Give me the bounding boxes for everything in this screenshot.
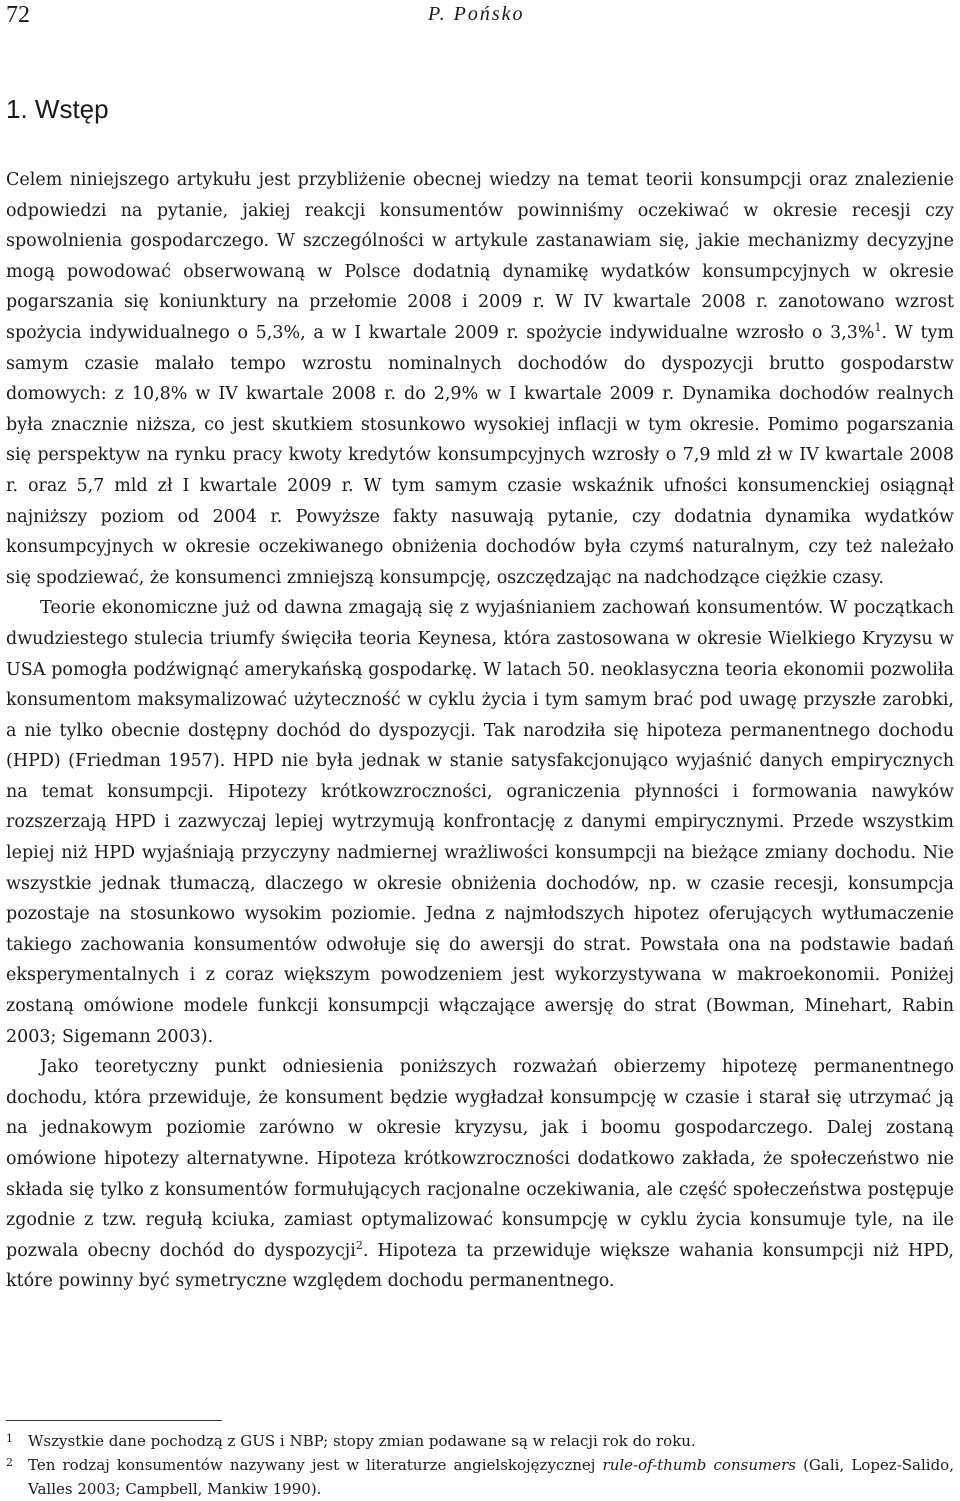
- footnote-2: [6, 1453, 954, 1501]
- page-number: 72: [6, 2, 30, 28]
- paragraph-text: . Hipoteza ta przewiduje większe wahania konsumpcji niż HPD, które powinny być symetryczne względem dochodu permanentnego.: [6, 1240, 954, 1292]
- paragraph-text: . W tym samym czasie malało tempo wzrostu nominalnych dochodów do dyspozycji brutto gospodarstw domowych: z 10,8% w IV kwartale 2008 r. do 2,9% w I kwartale 2009 r. Dynamika dochodów realnych była znacznie niższa, co jest skutkiem stosunkowo wysokiej inflacji w tym okresie. Pomimo pogarszania się perspektyw na rynku pracy kwoty kredytów konsumpcyjnych wzrosły o 7,9 mld zł w IV kwartale 2008 r. oraz 5,7 mld zł I kwartale 2009 r. W tym samym czasie wskaźnik ufności konsumenckiej osiągnął najniższy poziom od 2004 r. Powyższe fakty nasuwają pytanie, czy dodatnia dynamika wydatków konsumpcyjnych w okresie oczekiwanego obniżenia dochodów była czymś naturalnym, czy też należało się spodziewać, że konsumenci zmniejszą konsumpcję, oszczędzając na nadchodzące ciężkie czasy.: [6, 322, 954, 588]
- paragraph-2: [6, 593, 954, 1052]
- footnote-text: Wszystkie dane pochodzą z GUS i NBP; stopy zmian podawane są w relacji rok do roku.: [28, 1432, 696, 1450]
- paragraph-text: Teorie ekonomiczne już od dawna zmagają się z wyjaśnianiem zachowań konsumentów. W początkach dwudziestego stulecia triumfy święciła teoria Keynesa, która zastosowana w okresie Wielkiego Kryzysu w USA pomogła podźwignąć amerykańską gospodarkę. W latach 50. neoklasyczna teoria ekonomii pozwoliła konsumentom maksymalizować użyteczność w cyklu życia i tym samym brać pod uwagę przyszłe zarobki, a nie tylko obecnie dostępny dochód do dyspozycji. Tak narodziła się hipoteza permanentnego dochodu (HPD) (Friedman 1957). HPD nie była jednak w stanie satysfakcjonująco wyjaśnić danych empirycznych na temat konsumpcji. Hipotezy krótkowzroczności, ograniczenia płynności i formowania nawyków rozszerzają HPD i zazwyczaj lepiej wytrzymują konfrontację z danymi empirycznymi. Przede wszystkim lepiej niż HPD wyjaśniają przyczyny nadmiernej wrażliwości konsumpcji na bieżące zmiany dochodu. Nie wszystkie jednak tłumaczą, dlaczego w okresie obniżenia dochodów, np. w czasie recesji, konsumpcja pozostaje na stosunkowo wysokim poziomie. Jedna z najmłodszych hipotez oferujących wytłumaczenie takiego zachowania konsumentów odwołuje się do awersji do strat. Powstała ona na podstawie badań eksperymentalnych i z coraz większym powodzeniem jest wykorzystywana w makroekonomii. Poniżej zostaną omówione modele funkcji konsumpcji włączające awersję do strat (Bowman, Minehart, Rabin 2003; Sigemann 2003).: [6, 598, 954, 1047]
- footnotes: [6, 1429, 954, 1501]
- footnote-1: [6, 1429, 954, 1453]
- paragraph-3: [6, 1052, 954, 1297]
- footnote-ref-2[interactable]: 2: [355, 1238, 363, 1252]
- running-head: P. Pońsko: [428, 3, 525, 25]
- footnote-italic-term: rule-of-thumb consumers: [602, 1456, 796, 1474]
- section-title: 1. Wstęp: [6, 94, 109, 124]
- body-text: [6, 165, 954, 1297]
- footnote-ref-1[interactable]: 1: [874, 321, 882, 335]
- paragraph-text: Jako teoretyczny punkt odniesienia poniższych rozważań obierzemy hipotezę permanentnego dochodu, która przewiduje, że konsument będzie wygładzał konsumpcję w czasie i starał się utrzymać ją na jednakowym poziomie zarówno w okresie kryzysu, jak i boomu gospodarczego. Dalej zostaną omówione hipotezy alternatywne. Hipoteza krótkowzroczności dodatkowo zakłada, że społeczeństwo nie składa się tylko z konsumentów formułujących racjonalne oczekiwania, ale część społeczeństwa postępuje zgodnie z tzw. regułą kciuka, zamiast optymalizować konsumpcję w cyklu życia konsumuje tyle, na ile pozwala obecny dochód do dyspozycji: [6, 1057, 954, 1261]
- page-header: [0, 0, 960, 40]
- paragraph-text: Celem niniejszego artykułu jest przybliżenie obecnej wiedzy na temat teorii konsumpcji oraz znalezienie odpowiedzi na pytanie, jakiej reakcji konsumentów powinniśmy oczekiwać w okresie recesji czy spowolnienia gospodarczego. W szczególności w artykule zastanawiam się, jakie mechanizmy decyzyjne mogą powodować obserwowaną w Polsce dodatnią dynamikę wydatków konsumpcyjnych w okresie pogarszania się koniunktury na przełomie 2008 i 2009 r. W IV kwartale 2008 r. zanotowano wzrost spożycia indywidualnego o 5,3%, a w I kwartale 2009 r. spożycie indywidualne wzrosło o 3,3%: [6, 170, 954, 343]
- footnote-mark: 2: [6, 1456, 13, 1469]
- footnote-mark: 1: [6, 1432, 13, 1445]
- footnote-text: Ten rodzaj konsumentów nazywany jest w literaturze angielskojęzycznej: [28, 1456, 603, 1474]
- paragraph-1: [6, 165, 954, 593]
- footnote-divider: [6, 1420, 222, 1421]
- footnote-text: (Gali, Lopez-Salido, Valles 2003; Campbell, Mankiw 1990).: [28, 1456, 954, 1498]
